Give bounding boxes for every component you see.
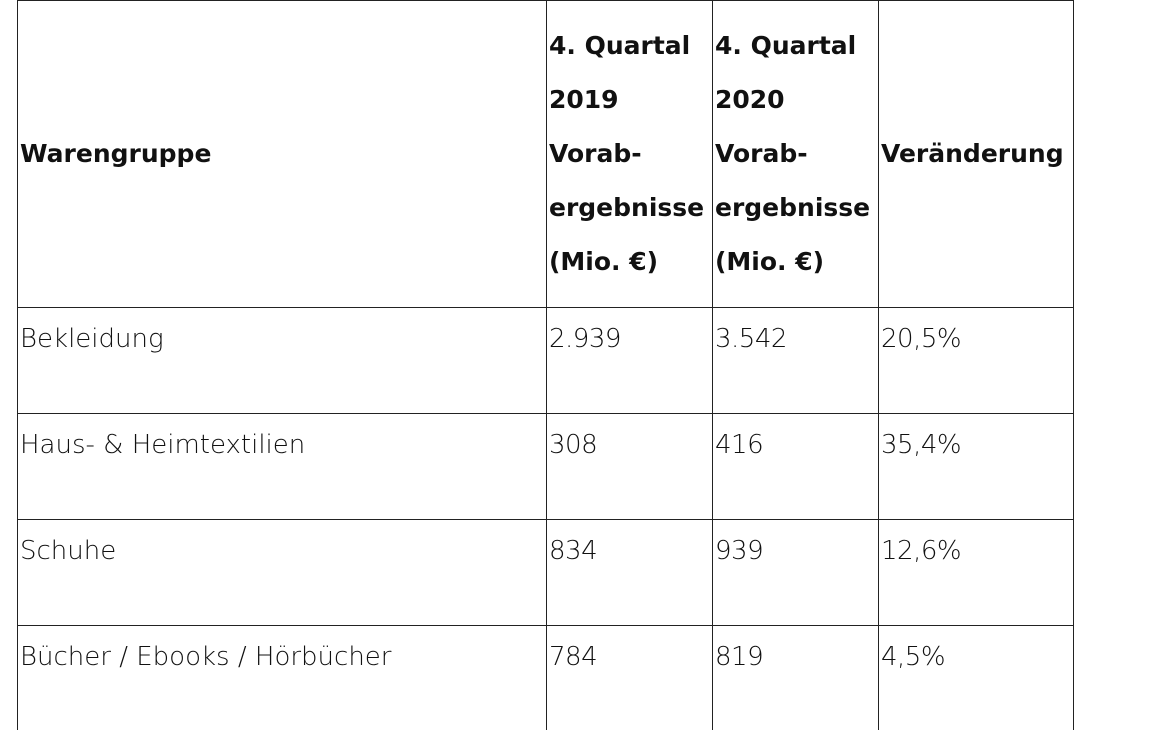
header-q4-2020 [713,1,879,308]
header-line: Vorab- [549,127,712,181]
cell-q2019: 308 [547,414,713,520]
table-row [18,626,1074,730]
cell-q2019: 2.939 [547,308,713,414]
cell-group: Bekleidung [18,308,547,414]
cell-q2020: 939 [713,520,879,626]
header-line: 2019 [549,73,712,127]
cell-change: 20,5% [879,308,1074,414]
header-line: ergebnisse [549,181,712,235]
cell-q2020: 819 [713,626,879,730]
cell-q2019: 784 [547,626,713,730]
header-warengruppe: Warengruppe [18,1,547,308]
cell-q2019: 834 [547,520,713,626]
cell-group: Schuhe [18,520,547,626]
header-veraenderung: Veränderung [879,1,1074,308]
cell-change: 35,4% [879,414,1074,520]
table-row [18,520,1074,626]
header-q4-2019 [547,1,713,308]
cell-group: Bücher / Ebooks / Hörbücher [18,626,547,730]
header-line: 4. Quartal [715,19,878,73]
cell-change: 12,6% [879,520,1074,626]
header-line: ergebnisse [715,181,878,235]
table-row [18,308,1074,414]
header-line: (Mio. €) [715,235,878,289]
header-line: (Mio. €) [549,235,712,289]
header-line: Vorab- [715,127,878,181]
cell-change: 4,5% [879,626,1074,730]
cell-group: Haus- & Heimtextilien [18,414,547,520]
sales-table [17,0,1074,730]
header-line: 2020 [715,73,878,127]
table-header-row [18,1,1074,308]
header-line: 4. Quartal [549,19,712,73]
cell-q2020: 3.542 [713,308,879,414]
cell-q2020: 416 [713,414,879,520]
table-row [18,414,1074,520]
